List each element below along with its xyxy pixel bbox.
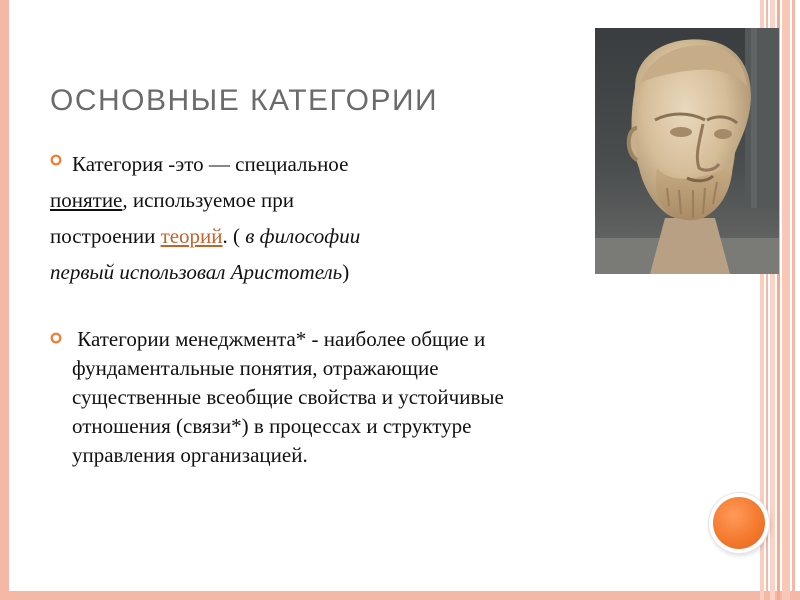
aristotle-bust-photo	[595, 28, 779, 274]
bullet-1-line-4-italic: первый использовал Аристотель	[50, 260, 343, 284]
bullet-2-line: фундаментальные понятия, отражающие	[72, 356, 439, 380]
bullet-1-line-1-text: Категория -это — специальное	[72, 152, 349, 176]
bullet-2-text	[72, 325, 632, 470]
bullet-1-line-3-italic: в философии	[245, 224, 361, 248]
bullet-1-line-4-end: )	[342, 260, 350, 284]
bullet-2-line: управления организацией.	[72, 443, 308, 467]
slide-bottom-border	[0, 591, 800, 600]
bullet-1-line-3	[50, 218, 480, 254]
bullet-2-line: отношения (связи*) в процессах и структуре	[72, 414, 472, 438]
theories-link[interactable]: теорий	[160, 224, 223, 248]
bullet-1-line-2	[50, 182, 480, 218]
slide-left-border	[0, 0, 9, 600]
bullet-1-line-1	[50, 146, 480, 182]
concept-link[interactable]: понятие	[50, 188, 123, 212]
bullet-1-line-3-mid: . (	[222, 224, 246, 248]
stripe	[782, 0, 790, 600]
bullet-2-line: Категории менеджмента* - наиболее общие и	[72, 327, 486, 351]
bullet-1-line-2-text: , используемое при	[122, 188, 294, 212]
bullet-1-line-4	[50, 254, 480, 290]
slide-title: ОСНОВНЫЕ КАТЕГОРИИ	[50, 84, 439, 117]
orange-circle-icon	[713, 497, 765, 549]
bullet-1-text	[50, 146, 480, 290]
bullet-2-line: существенные всеобщие свойства и устойчивые	[72, 385, 504, 409]
bullet-1-line-3-start: построении	[50, 224, 161, 248]
stripe	[792, 0, 795, 600]
hollow-circle-bullet-icon	[50, 332, 62, 344]
